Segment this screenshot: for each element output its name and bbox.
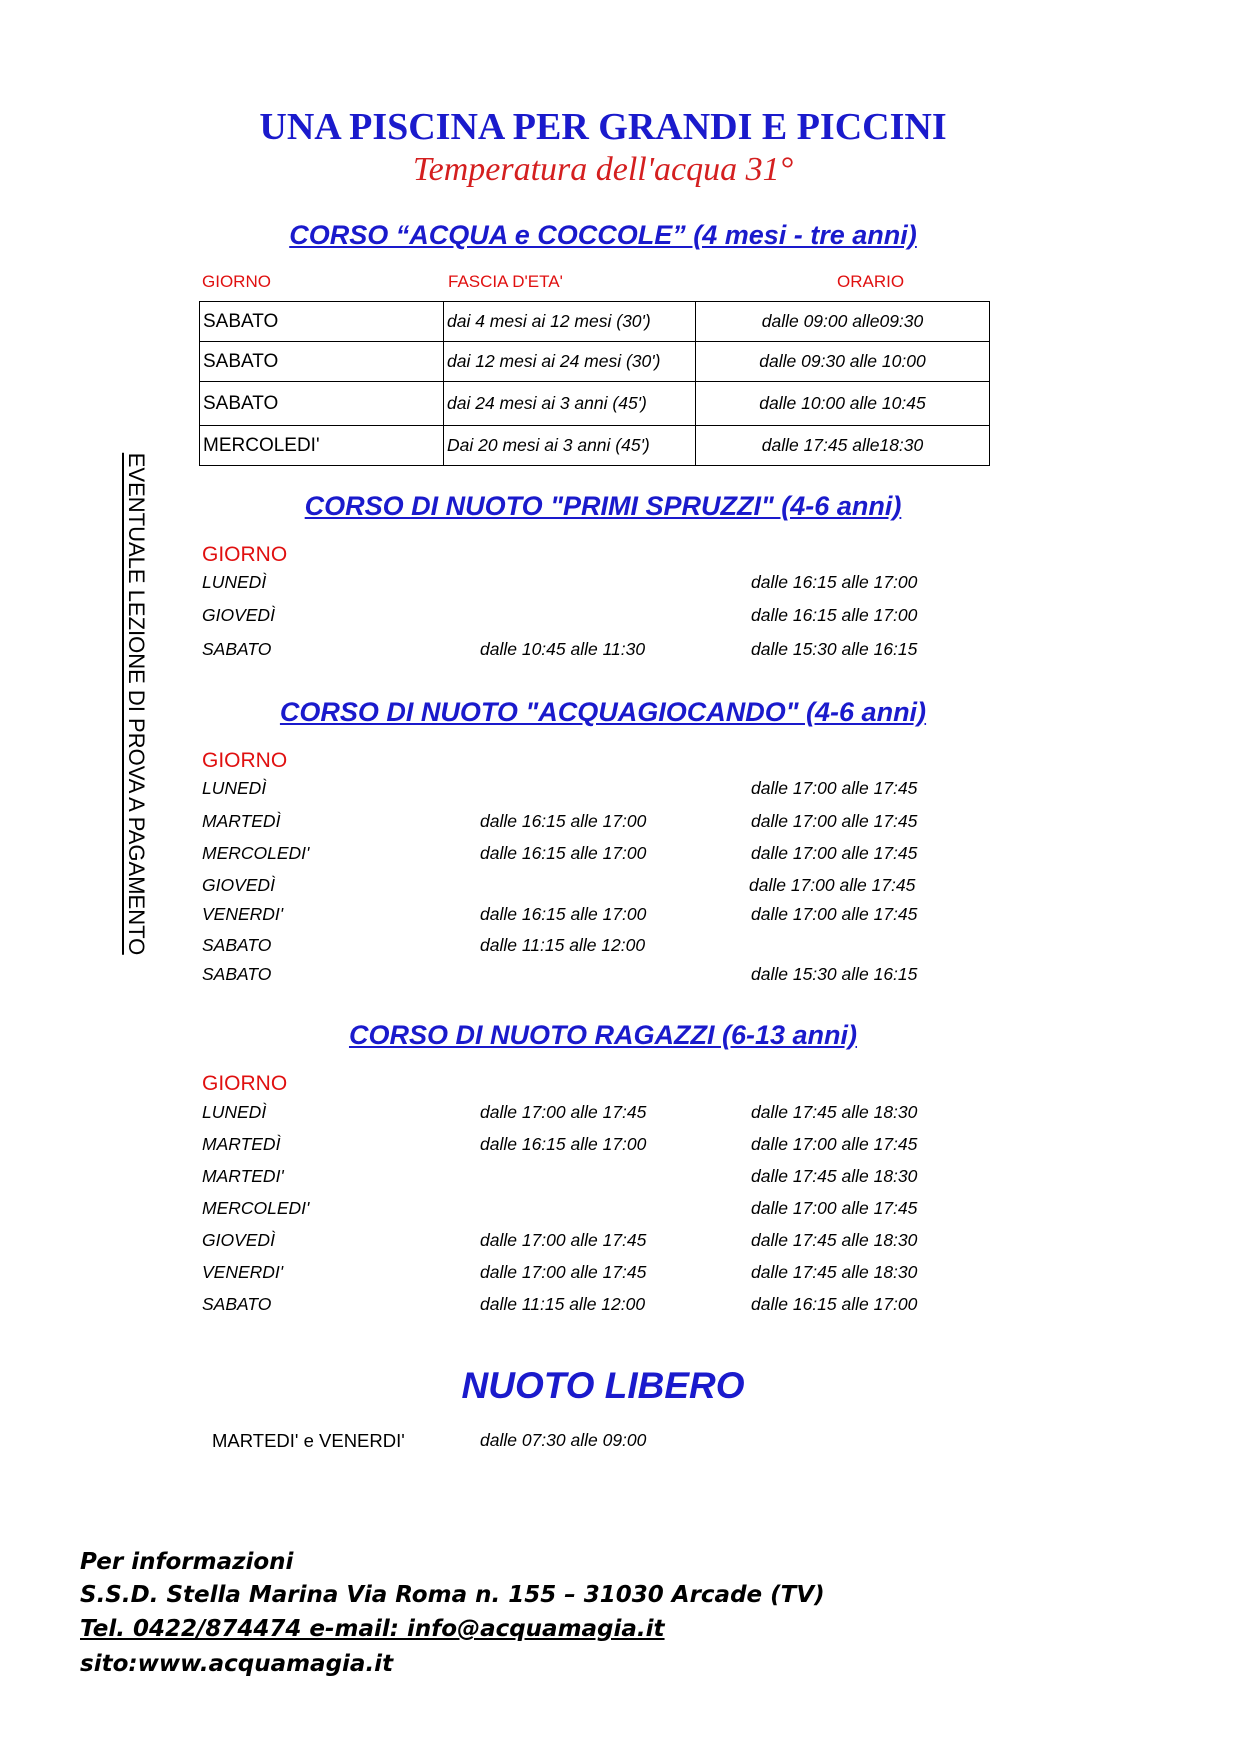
- course4-time2: dalle 17:45 alle 18:30: [751, 1262, 918, 1282]
- table-row: [200, 342, 990, 382]
- course3-day: MARTEDÌ: [202, 811, 281, 831]
- course1-header-giorno: GIORNO: [202, 272, 271, 291]
- table-row: [200, 302, 990, 342]
- course2-time2: dalle 15:30 alle 16:15: [751, 639, 918, 659]
- course3-time1: dalle 16:15 alle 17:00: [480, 843, 647, 863]
- table-cell-age: Dai 20 mesi ai 3 anni (45'): [444, 426, 696, 466]
- course3-giorno-label: GIORNO: [202, 749, 288, 772]
- page-subtitle: Temperatura dell'acqua 31°: [412, 151, 794, 188]
- course4-time1: dalle 11:15 alle 12:00: [480, 1294, 646, 1314]
- table-cell-time: dalle 09:30 alle 10:00: [696, 342, 990, 382]
- course3-time2: dalle 15:30 alle 16:15: [751, 964, 918, 984]
- course2-time2: dalle 16:15 alle 17:00: [751, 605, 918, 625]
- course3-day: SABATO: [202, 935, 272, 955]
- course4-time1: dalle 16:15 alle 17:00: [480, 1134, 647, 1154]
- course4-time2: dalle 16:15 alle 17:00: [751, 1294, 918, 1314]
- course4-time1: dalle 17:00 alle 17:45: [480, 1230, 647, 1250]
- course4-day: MERCOLEDI': [202, 1198, 310, 1218]
- course2-time2: dalle 16:15 alle 17:00: [751, 572, 918, 592]
- course3-day: MERCOLEDI': [202, 843, 310, 863]
- course4-time1: dalle 17:00 alle 17:45: [480, 1102, 647, 1122]
- table-cell-time: dalle 17:45 alle18:30: [696, 426, 990, 466]
- table-cell-day: SABATO: [200, 382, 444, 426]
- free-swim-day: MARTEDI' e VENERDI': [212, 1430, 405, 1451]
- course4-time2: dalle 17:45 alle 18:30: [751, 1230, 918, 1250]
- course4-day: VENERDI': [202, 1262, 284, 1282]
- course4-time2: dalle 17:00 alle 17:45: [751, 1198, 918, 1218]
- course2-time1: dalle 10:45 alle 11:30: [480, 639, 646, 659]
- course3-time2: dalle 17:00 alle 17:45: [751, 778, 918, 798]
- course3-time1: dalle 16:15 alle 17:00: [480, 904, 647, 924]
- page-title: UNA PISCINA PER GRANDI E PICCINI: [259, 106, 947, 148]
- course4-time2: dalle 17:45 alle 18:30: [751, 1102, 918, 1122]
- course4-day: GIOVEDÌ: [202, 1230, 275, 1250]
- course3-time1: dalle 16:15 alle 17:00: [480, 811, 647, 831]
- course3-day: VENERDI': [202, 904, 284, 924]
- table-cell-time: dalle 10:00 alle 10:45: [696, 382, 990, 426]
- course4-time2: dalle 17:45 alle 18:30: [751, 1166, 918, 1186]
- course3-time2: dalle 17:00 alle 17:45: [751, 811, 918, 831]
- course3-title: CORSO DI NUOTO "ACQUAGIOCANDO" (4-6 anni): [279, 697, 927, 727]
- course2-day: GIOVEDÌ: [202, 605, 275, 625]
- table-cell-age: dai 4 mesi ai 12 mesi (30'): [444, 302, 696, 342]
- course1-header-orario: ORARIO: [837, 272, 905, 291]
- course1-header-fascia: FASCIA D'ETA': [448, 272, 563, 291]
- table-cell-time: dalle 09:00 alle09:30: [696, 302, 990, 342]
- table-cell-age: dai 12 mesi ai 24 mesi (30'): [444, 342, 696, 382]
- course1-title: CORSO “ACQUA e COCCOLE” (4 mesi - tre anni): [289, 220, 917, 250]
- course4-day: SABATO: [202, 1294, 272, 1314]
- footer-address: S.S.D. Stella Marina Via Roma n. 155 – 31030 Arcade (TV): [80, 1582, 825, 1608]
- course4-time2: dalle 17:00 alle 17:45: [751, 1134, 918, 1154]
- footer-website[interactable]: sito:www.acquamagia.it: [80, 1651, 394, 1677]
- table-row: [200, 426, 990, 466]
- table-cell-day: SABATO: [200, 302, 444, 342]
- course2-title: CORSO DI NUOTO "PRIMI SPRUZZI" (4-6 anni): [304, 491, 902, 521]
- course4-day: MARTEDI': [202, 1166, 284, 1186]
- course2-day: LUNEDÌ: [202, 572, 267, 592]
- course3-day: GIOVEDÌ: [202, 875, 275, 895]
- course2-day: SABATO: [202, 639, 272, 659]
- course2-giorno-label: GIORNO: [202, 543, 288, 566]
- table-cell-age: dai 24 mesi ai 3 anni (45'): [444, 382, 696, 426]
- course4-title: CORSO DI NUOTO RAGAZZI (6-13 anni): [348, 1020, 858, 1050]
- course3-time2: dalle 17:00 alle 17:45: [749, 875, 916, 895]
- course3-time1: dalle 11:15 alle 12:00: [480, 935, 646, 955]
- course4-day: MARTEDÌ: [202, 1134, 281, 1154]
- course4-time1: dalle 17:00 alle 17:45: [480, 1262, 647, 1282]
- course4-day: LUNEDÌ: [202, 1102, 267, 1122]
- side-note-text: EVENTUALE LEZIONE DI PROVA A PAGAMENTO: [124, 452, 149, 955]
- footer-info-heading: Per informazioni: [80, 1549, 294, 1575]
- course1-table: [199, 301, 990, 466]
- table-cell-day: MERCOLEDI': [200, 426, 444, 466]
- free-swim-title: NUOTO LIBERO: [461, 1365, 745, 1406]
- course3-time2: dalle 17:00 alle 17:45: [751, 904, 918, 924]
- footer-contacts[interactable]: Tel. 0422/874474 e-mail: info@acquamagia.it: [80, 1616, 665, 1642]
- table-row: [200, 382, 990, 426]
- free-swim-time: dalle 07:30 alle 09:00: [480, 1430, 647, 1450]
- course3-day: LUNEDÌ: [202, 778, 267, 798]
- course3-time2: dalle 17:00 alle 17:45: [751, 843, 918, 863]
- course4-giorno-label: GIORNO: [202, 1072, 288, 1095]
- table-cell-day: SABATO: [200, 342, 444, 382]
- course3-day: SABATO: [202, 964, 272, 984]
